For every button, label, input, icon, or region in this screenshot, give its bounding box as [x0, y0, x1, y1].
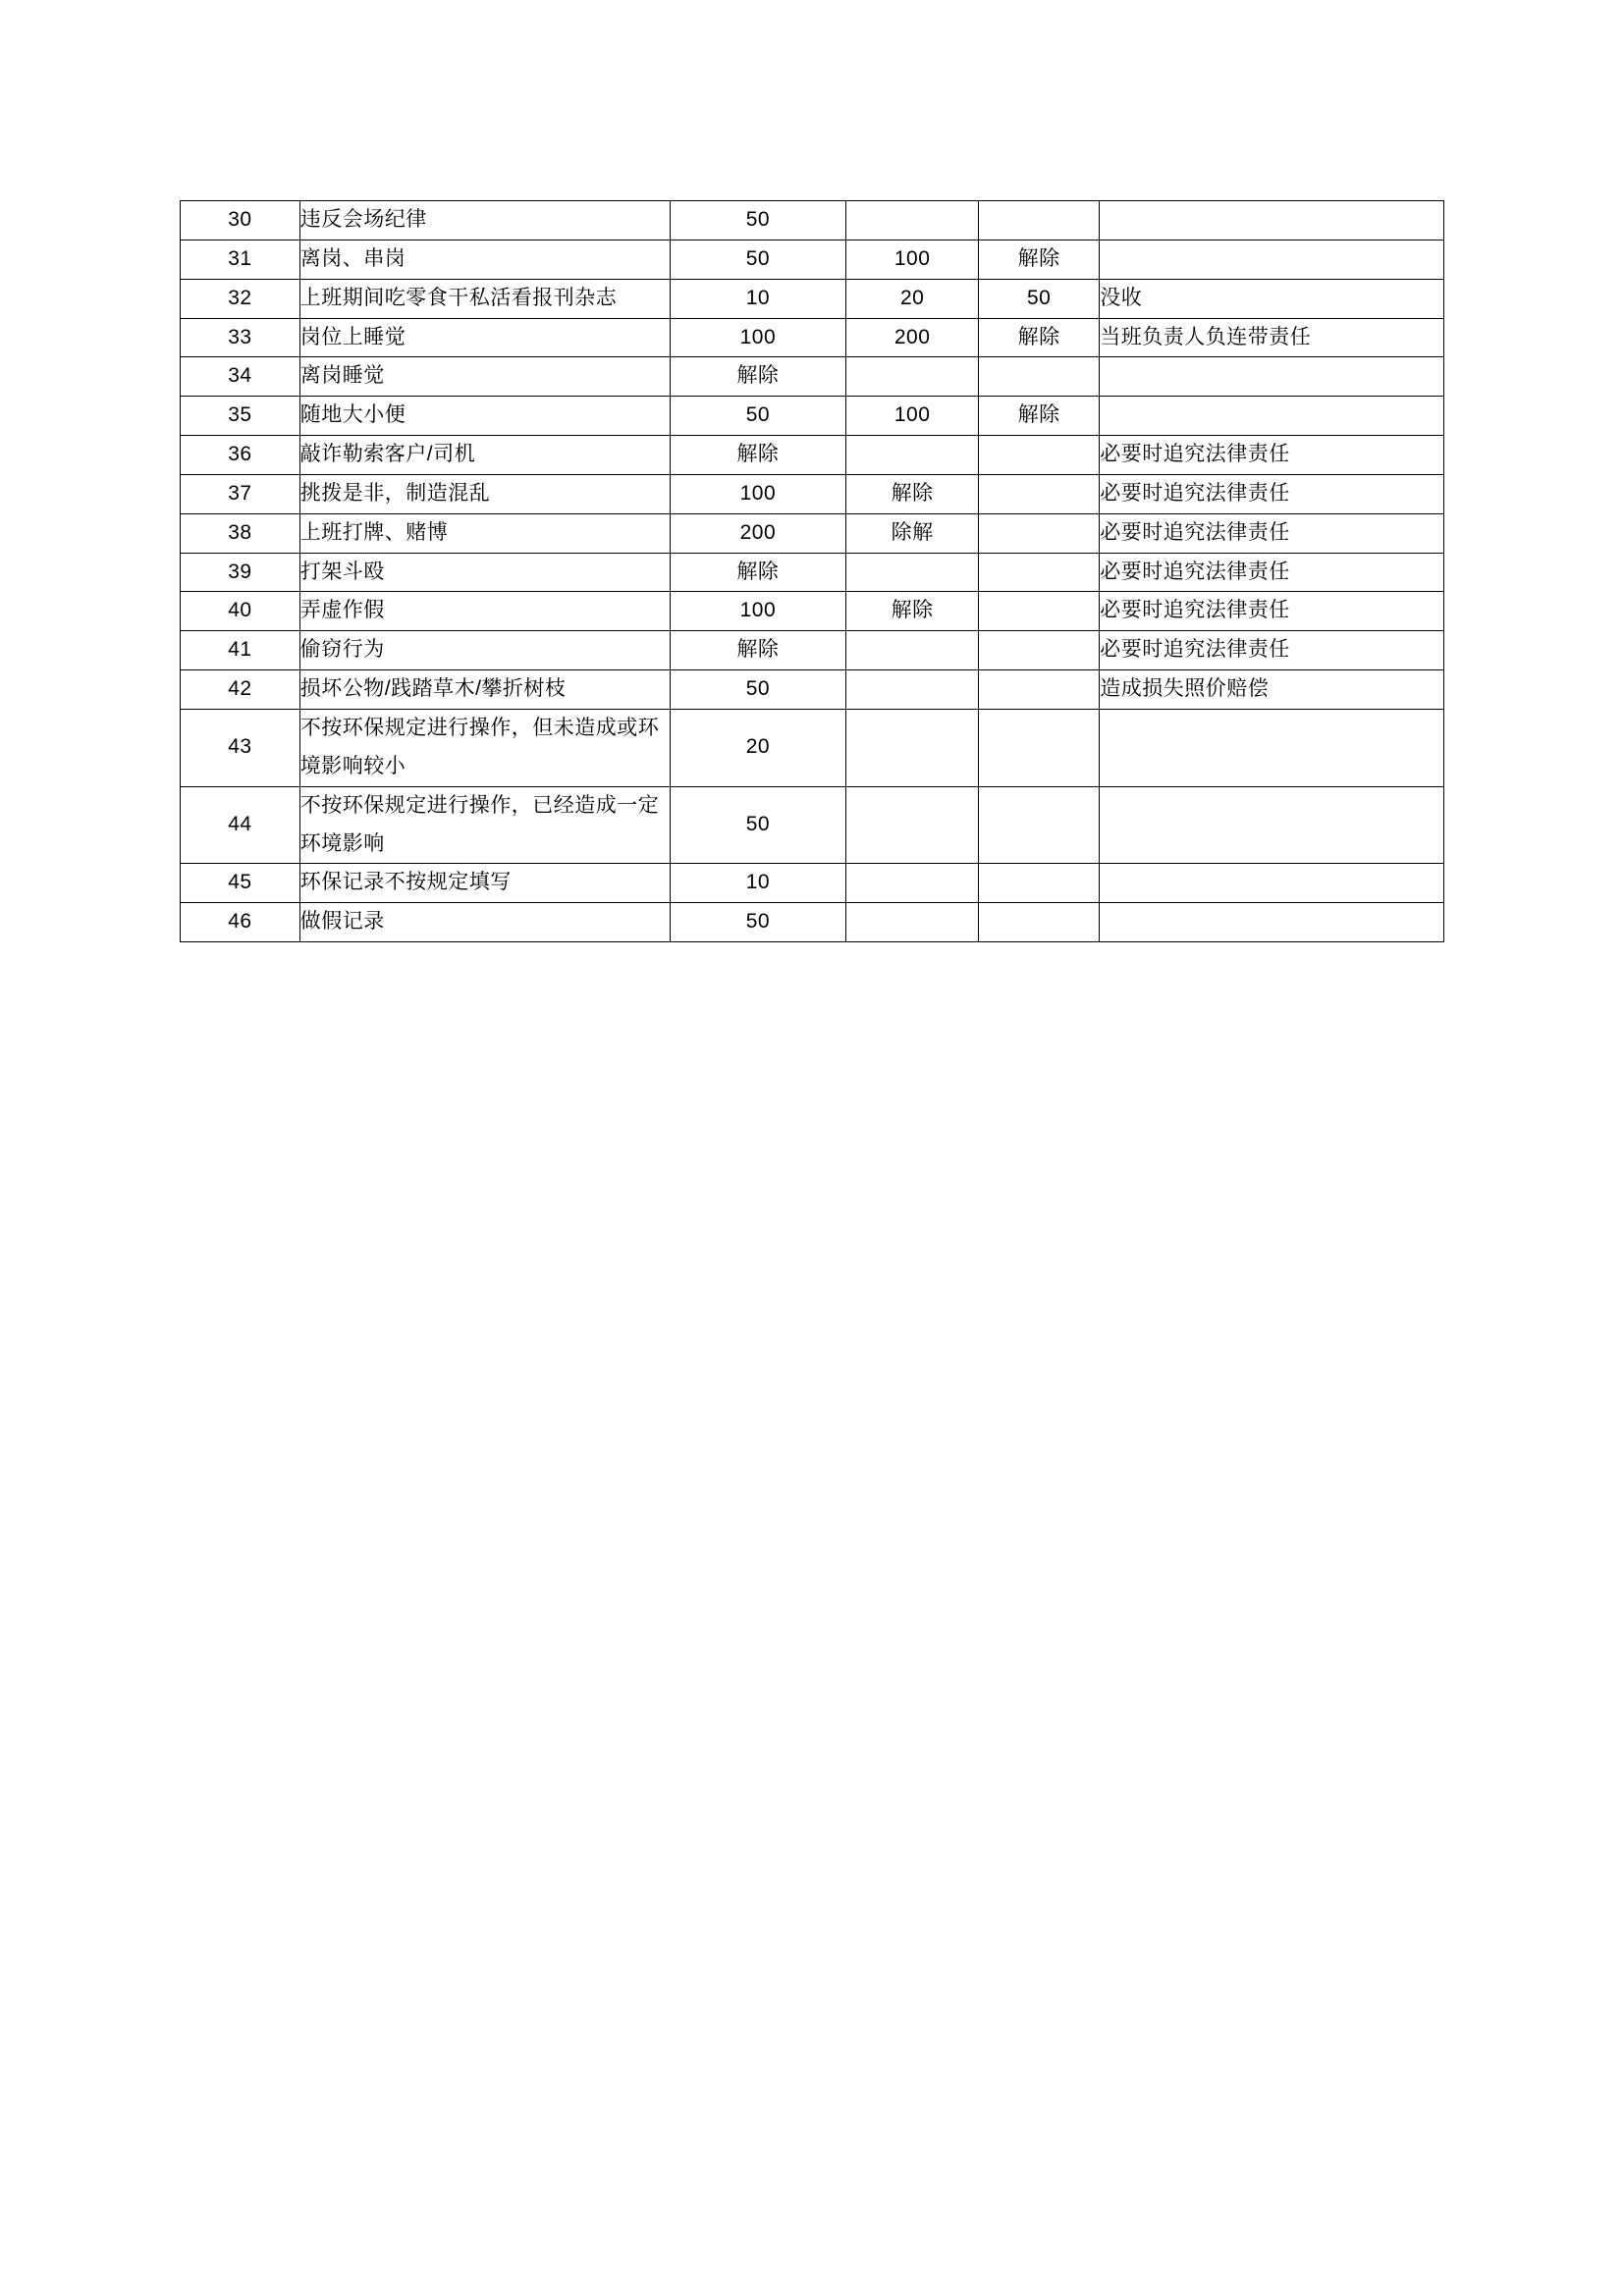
cell-item-number: 30 [181, 201, 300, 240]
table-row [181, 474, 1444, 513]
cell-violation-description: 做假记录 [299, 903, 670, 942]
cell-penalty-level-2 [846, 670, 979, 710]
cell-violation-description: 敲诈勒索客户/司机 [299, 436, 670, 475]
cell-item-number: 43 [181, 709, 300, 786]
cell-penalty-level-1: 解除 [670, 357, 846, 397]
table-row [181, 397, 1444, 436]
table-row [181, 436, 1444, 475]
table-row [181, 670, 1444, 710]
cell-penalty-level-2: 除解 [846, 513, 979, 553]
cell-penalty-level-2 [846, 709, 979, 786]
cell-remark: 造成损失照价赔偿 [1100, 670, 1444, 710]
cell-penalty-level-1: 50 [670, 786, 846, 864]
table-row [181, 631, 1444, 670]
cell-item-number: 39 [181, 553, 300, 592]
cell-item-number: 45 [181, 864, 300, 903]
cell-penalty-level-2 [846, 436, 979, 475]
cell-remark: 当班负责人负连带责任 [1100, 318, 1444, 357]
table-row [181, 864, 1444, 903]
cell-penalty-level-3 [979, 903, 1100, 942]
penalty-table-container [180, 200, 1444, 942]
cell-penalty-level-2 [846, 786, 979, 864]
cell-penalty-level-2 [846, 553, 979, 592]
cell-item-number: 31 [181, 240, 300, 279]
cell-item-number: 40 [181, 592, 300, 631]
cell-penalty-level-3 [979, 592, 1100, 631]
table-row [181, 318, 1444, 357]
cell-penalty-level-2 [846, 631, 979, 670]
cell-violation-description: 离岗、串岗 [299, 240, 670, 279]
cell-penalty-level-3 [979, 201, 1100, 240]
cell-penalty-level-2: 100 [846, 240, 979, 279]
cell-remark [1100, 786, 1444, 864]
cell-remark [1100, 201, 1444, 240]
cell-violation-description: 不按环保规定进行操作，已经造成一定环境影响 [299, 786, 670, 864]
cell-penalty-level-2: 解除 [846, 474, 979, 513]
cell-penalty-level-1: 20 [670, 709, 846, 786]
cell-item-number: 38 [181, 513, 300, 553]
cell-item-number: 46 [181, 903, 300, 942]
cell-violation-description: 不按环保规定进行操作，但未造成或环境影响较小 [299, 709, 670, 786]
table-row [181, 279, 1444, 318]
cell-remark [1100, 357, 1444, 397]
cell-item-number: 34 [181, 357, 300, 397]
cell-penalty-level-3: 50 [979, 279, 1100, 318]
cell-violation-description: 偷窃行为 [299, 631, 670, 670]
penalty-table-body [181, 201, 1444, 942]
cell-item-number: 35 [181, 397, 300, 436]
cell-penalty-level-3 [979, 436, 1100, 475]
cell-penalty-level-1: 解除 [670, 553, 846, 592]
cell-violation-description: 挑拨是非，制造混乱 [299, 474, 670, 513]
cell-penalty-level-3 [979, 709, 1100, 786]
cell-penalty-level-3 [979, 357, 1100, 397]
cell-remark: 必要时追究法律责任 [1100, 474, 1444, 513]
cell-penalty-level-2: 20 [846, 279, 979, 318]
cell-item-number: 32 [181, 279, 300, 318]
cell-violation-description: 随地大小便 [299, 397, 670, 436]
cell-penalty-level-1: 100 [670, 474, 846, 513]
cell-violation-description: 违反会场纪律 [299, 201, 670, 240]
cell-violation-description: 上班打牌、赌博 [299, 513, 670, 553]
cell-penalty-level-1: 10 [670, 864, 846, 903]
cell-item-number: 41 [181, 631, 300, 670]
cell-remark [1100, 240, 1444, 279]
table-row [181, 786, 1444, 864]
cell-item-number: 36 [181, 436, 300, 475]
cell-item-number: 33 [181, 318, 300, 357]
cell-penalty-level-1: 解除 [670, 631, 846, 670]
table-row [181, 513, 1444, 553]
cell-penalty-level-1: 50 [670, 397, 846, 436]
cell-item-number: 37 [181, 474, 300, 513]
cell-violation-description: 离岗睡觉 [299, 357, 670, 397]
cell-penalty-level-3 [979, 474, 1100, 513]
cell-remark [1100, 903, 1444, 942]
cell-penalty-level-1: 100 [670, 318, 846, 357]
table-row [181, 553, 1444, 592]
cell-remark [1100, 864, 1444, 903]
cell-violation-description: 岗位上睡觉 [299, 318, 670, 357]
table-row [181, 903, 1444, 942]
table-row [181, 240, 1444, 279]
cell-remark: 没收 [1100, 279, 1444, 318]
cell-penalty-level-3 [979, 631, 1100, 670]
cell-penalty-level-3: 解除 [979, 318, 1100, 357]
cell-remark: 必要时追究法律责任 [1100, 592, 1444, 631]
cell-penalty-level-1: 10 [670, 279, 846, 318]
cell-item-number: 42 [181, 670, 300, 710]
cell-penalty-level-2: 200 [846, 318, 979, 357]
cell-penalty-level-3 [979, 553, 1100, 592]
cell-remark: 必要时追究法律责任 [1100, 553, 1444, 592]
cell-penalty-level-2: 100 [846, 397, 979, 436]
cell-penalty-level-1: 50 [670, 670, 846, 710]
cell-penalty-level-3 [979, 513, 1100, 553]
cell-penalty-level-1: 100 [670, 592, 846, 631]
cell-violation-description: 弄虚作假 [299, 592, 670, 631]
cell-penalty-level-2 [846, 357, 979, 397]
cell-item-number: 44 [181, 786, 300, 864]
cell-penalty-level-3 [979, 786, 1100, 864]
table-row [181, 592, 1444, 631]
cell-penalty-level-2 [846, 201, 979, 240]
cell-remark: 必要时追究法律责任 [1100, 631, 1444, 670]
table-row [181, 357, 1444, 397]
cell-violation-description: 打架斗殴 [299, 553, 670, 592]
cell-remark: 必要时追究法律责任 [1100, 513, 1444, 553]
cell-penalty-level-1: 200 [670, 513, 846, 553]
cell-violation-description: 环保记录不按规定填写 [299, 864, 670, 903]
cell-violation-description: 损坏公物/践踏草木/攀折树枝 [299, 670, 670, 710]
cell-penalty-level-1: 50 [670, 903, 846, 942]
table-row [181, 201, 1444, 240]
cell-penalty-level-2 [846, 864, 979, 903]
cell-remark: 必要时追究法律责任 [1100, 436, 1444, 475]
cell-penalty-level-3: 解除 [979, 240, 1100, 279]
cell-penalty-level-3 [979, 670, 1100, 710]
cell-penalty-level-2 [846, 903, 979, 942]
cell-remark [1100, 709, 1444, 786]
cell-penalty-level-1: 解除 [670, 436, 846, 475]
cell-penalty-level-2: 解除 [846, 592, 979, 631]
cell-penalty-level-3: 解除 [979, 397, 1100, 436]
table-row [181, 709, 1444, 786]
penalty-table [180, 200, 1444, 942]
cell-remark [1100, 397, 1444, 436]
cell-penalty-level-1: 50 [670, 201, 846, 240]
cell-penalty-level-3 [979, 864, 1100, 903]
cell-penalty-level-1: 50 [670, 240, 846, 279]
cell-violation-description: 上班期间吃零食干私活看报刊杂志 [299, 279, 670, 318]
